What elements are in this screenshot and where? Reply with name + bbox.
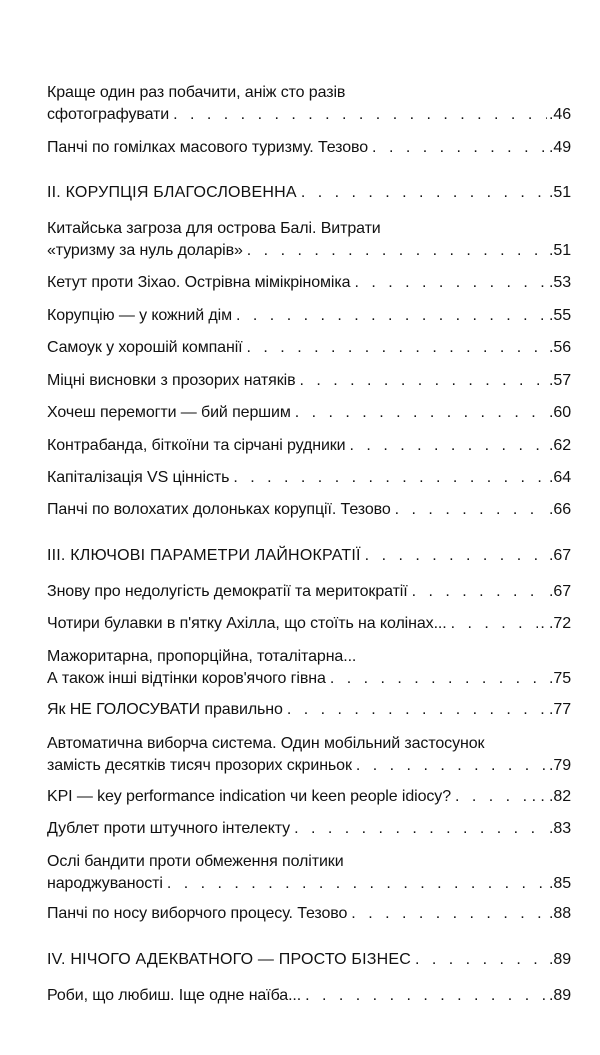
toc-entry-title: Кетут проти Зіхао. Острівна мімікріноміка	[47, 274, 351, 291]
toc-entry-title: Контрабанда, біткоїни та сірчані рудники	[47, 437, 346, 454]
leader-dots	[247, 337, 548, 359]
leader-dots	[412, 581, 547, 603]
toc-entry-title: Панчі по гомілках масового туризму. Тезово	[47, 139, 369, 156]
toc-entry-title-line1: Краще один раз побачити, аніж сто разів	[47, 84, 346, 101]
toc-entry-title: Панчі по волохатих долоньках корупції. Тезово	[47, 501, 391, 518]
toc-entry	[47, 903, 571, 925]
toc-entry-title: Міцні висновки з прозорих натяків	[47, 372, 296, 389]
leader-dots	[167, 873, 547, 895]
toc-entry-title-line1: Ослі бандити проти обмеження політики	[47, 853, 344, 870]
toc-entry	[47, 581, 571, 603]
toc-entry	[47, 305, 571, 327]
leader-dots	[294, 818, 547, 840]
toc-section-title: ІІІ. КЛЮЧОВІ ПАРАМЕТРИ ЛАЙНОКРАТІЇ	[47, 547, 361, 564]
toc-entry-title: Капіталізація VS цінність	[47, 469, 230, 486]
toc-entry	[47, 786, 571, 808]
leader-dots	[305, 985, 547, 1007]
leader-dots	[295, 402, 547, 424]
toc-entry	[47, 272, 571, 294]
toc-entry-title: Корупцію — у кожний дім	[47, 307, 233, 324]
leader-dots	[451, 613, 539, 635]
toc-entry-title: Самоук у хорошій компанії	[47, 339, 243, 356]
toc-page-number: .75	[549, 670, 571, 687]
leader-dots	[287, 699, 547, 721]
leader-dots	[350, 435, 548, 457]
toc-entry	[47, 402, 571, 424]
toc-page-number: .51	[549, 242, 571, 259]
toc-entry-title: Панчі по носу виборчого процесу. Тезово	[47, 905, 348, 922]
toc-entry	[47, 370, 571, 392]
toc-entry-title-line1: Китайська загроза для острова Балі. Витрати	[47, 220, 381, 237]
leader-dots	[247, 240, 547, 262]
toc-page-number: .49	[549, 139, 571, 156]
leader-dots	[372, 137, 547, 159]
toc-entry	[47, 467, 571, 489]
toc-entry	[47, 82, 571, 126]
toc-entry	[47, 699, 571, 721]
toc-page-number: .83	[549, 820, 571, 837]
leader-dots	[354, 272, 547, 294]
leader-dots	[415, 949, 547, 971]
toc-entry-title: KPI — key performance indication чи keen people idiocy?	[47, 788, 451, 805]
toc-entry	[47, 499, 571, 521]
toc-page-number: .88	[549, 905, 571, 922]
toc-page-number: .56	[549, 339, 571, 356]
leader-dots	[351, 903, 547, 925]
leader-dots	[236, 305, 547, 327]
toc-entry-title: А також інші відтінки коров'ячого гівна	[47, 670, 326, 687]
leader-dots	[356, 755, 547, 777]
toc-section-heading	[47, 545, 571, 567]
toc-page-number: .67	[549, 583, 571, 600]
toc-page-number: . . .82	[531, 788, 571, 805]
toc-page-number: .46	[549, 106, 571, 123]
toc-entry-title: Хочеш перемогти — бий першим	[47, 404, 291, 421]
toc-page-number: .57	[549, 372, 571, 389]
toc-section-title: IV. НІЧОГО АДЕКВАТНОГО — ПРОСТО БІЗНЕС	[47, 951, 411, 968]
toc-entry-title: Роби, що любиш. Іще одне наїба...	[47, 987, 302, 1004]
toc-section-heading	[47, 182, 571, 204]
toc-page-number: .64	[549, 469, 571, 486]
toc-entry-title: «туризму за нуль доларів»	[47, 242, 243, 259]
leader-dots	[173, 104, 547, 126]
toc-page-number: .79	[549, 757, 571, 774]
toc-entry	[47, 851, 571, 895]
toc-entry	[47, 613, 571, 635]
toc-section-title: ІІ. КОРУПЦІЯ БЛАГОСЛОВЕННА	[47, 184, 297, 201]
toc-entry-title: народжуваності	[47, 875, 163, 892]
toc-entry-title: Як НЕ ГОЛОСУВАТИ правильно	[47, 701, 283, 718]
toc-page-number: .89	[549, 987, 571, 1004]
leader-dots	[395, 499, 547, 521]
toc-page-number: .51	[549, 184, 571, 201]
toc-page-number: .66	[549, 501, 571, 518]
leader-dots	[233, 467, 547, 489]
toc-entry-title: Чотири булавки в п'ятку Ахілла, що стоїть на колінах...	[47, 615, 447, 632]
toc-entry-title: Знову про недолугість демократії та меритократії	[47, 583, 408, 600]
toc-entry	[47, 733, 571, 777]
toc-entry-title: Дублет проти штучного інтелекту	[47, 820, 291, 837]
toc-entry	[47, 137, 571, 159]
toc-page-number: .55	[549, 307, 571, 324]
toc-page-number: .53	[549, 274, 571, 291]
toc-page-number: .67	[549, 547, 571, 564]
toc-page-number: .77	[549, 701, 571, 718]
leader-dots	[299, 370, 547, 392]
toc-entry	[47, 818, 571, 840]
toc-page-number: . .72	[540, 615, 571, 632]
toc-page-number: .62	[549, 437, 571, 454]
toc-entry-title-line1: Мажоритарна, пропорційна, тоталітарна...	[47, 648, 357, 665]
toc-entry	[47, 985, 571, 1007]
leader-dots	[455, 786, 530, 808]
leader-dots	[365, 545, 547, 567]
toc-entry	[47, 218, 571, 262]
toc-page-number: .60	[549, 404, 571, 421]
leader-dots	[330, 668, 547, 690]
toc-entry	[47, 435, 571, 457]
toc-page-number: .85	[549, 875, 571, 892]
toc-section-heading	[47, 949, 571, 971]
toc-entry	[47, 337, 571, 359]
toc-entry-title: замість десятків тисяч прозорих скриньок	[47, 757, 352, 774]
leader-dots	[301, 182, 547, 204]
toc-page-number: .89	[549, 951, 571, 968]
toc-entry-title-line1: Автоматична виборча система. Один мобільний застосунок	[47, 735, 485, 752]
toc-entry-title: сфотографувати	[47, 106, 170, 123]
toc-entry	[47, 646, 571, 690]
